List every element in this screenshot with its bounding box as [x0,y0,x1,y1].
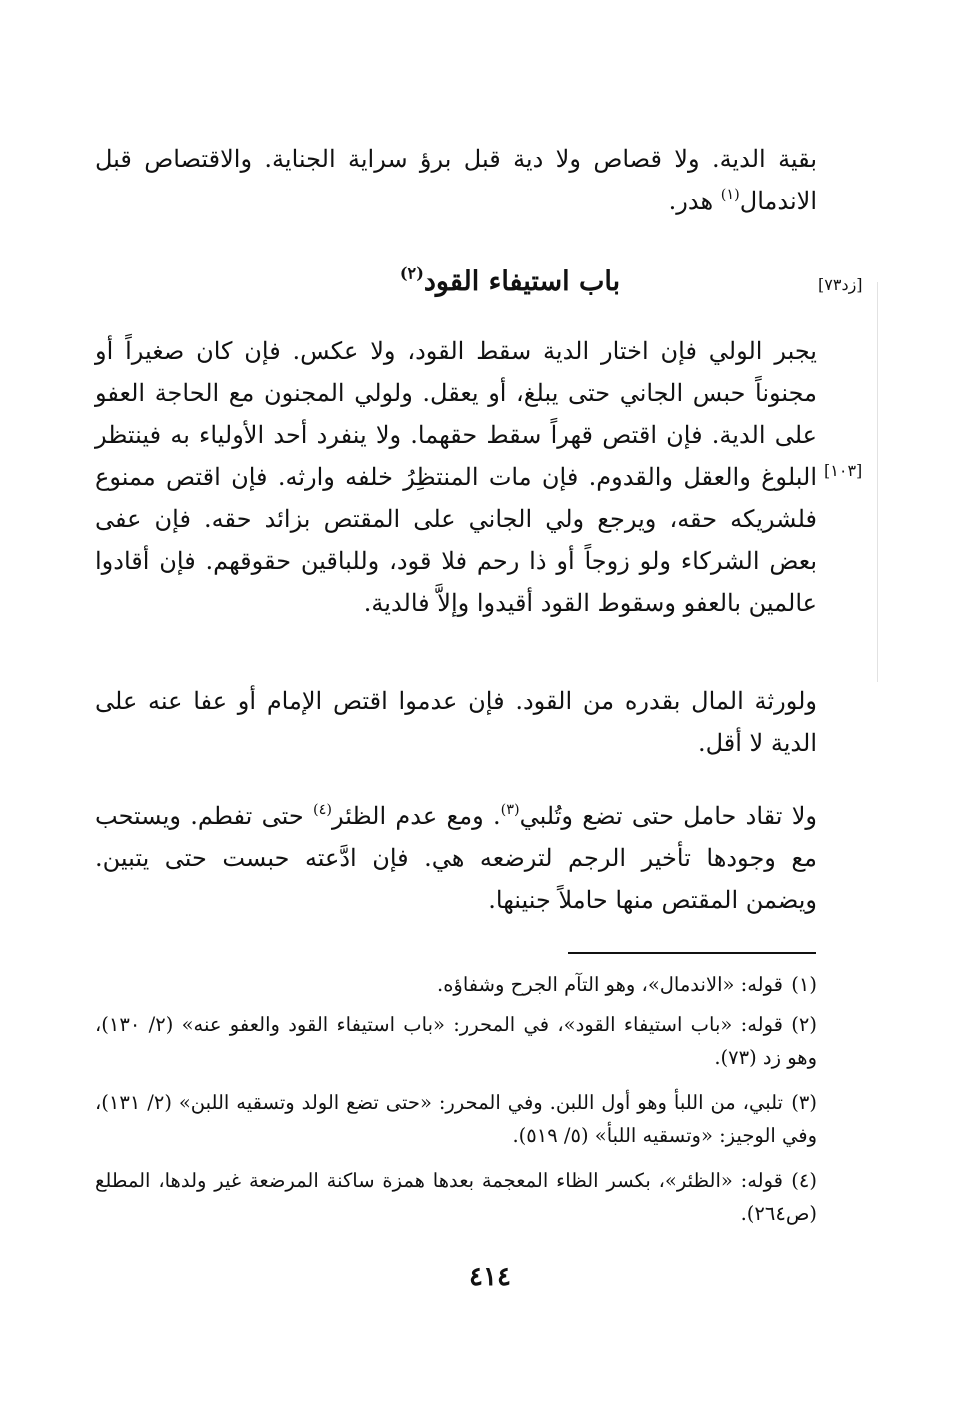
paragraph-3 [95,795,817,921]
heading-text: باب استيفاء القود [423,266,621,297]
footnote-text: قوله: «باب استيفاء القود»، في المحرر: «باب استيفاء القود والعفو عنه» (٢/ ١٣٠)، وهو زد (٧٣). [95,1013,817,1069]
footnote-text: قوله: «الاندمال»، وهو التآم الجرح وشفاؤه. [437,973,783,996]
page-number: ٤١٤ [469,1262,511,1292]
margin-page-reference: [١٠٣] [824,461,863,480]
paragraph-text: هدر. [668,187,721,215]
footnote-number: (٣) [791,1091,817,1114]
paragraph-2: ولورثة المال بقدره من القود. فإن عدموا اقتص الإمام أو عفا عنه على الدية لا أقل. [95,687,817,757]
footnote-1 [95,968,817,1001]
footnote-3 [95,1086,817,1152]
footnote-ref-2[interactable]: (٢) [399,263,424,283]
paragraph-text: حتى تفطم. ويستحب مع وجودها تأخير الرجم لترضعه هي. فإن ادَّعته حبست حتى يتبين. ويضمن المقتص منها حاملاً جنينها. [95,802,817,914]
footnote-number: (١) [791,973,817,996]
paragraph-1: يجبر الولي فإن اختار الدية سقط القود، ولا عكس. فإن كان صغيراً أو مجنوناً حبس الجاني حتى يبلغ، أو يعقل. ولولي المجنون مع الحاجة العفو على الدية. فإن اقتص قهراً سقط حقهما. ولا ينفرد أحد الأولياء به فينتظر البلوغ والعقل والقدوم. فإن مات المنتظِرُ خلفه وارثه. فإن اقتص ممنوع فلشريكه حقه، ويرجع ولي الجاني على المقتص بزائد حقه. فإن عفى بعض الشركاء ولو زوجاً أو ذا رحم فلا قود، وللباقين حقوقهم. فإن أقادوا عالمين بالعفو وسقوط القود أقيدوا وإلاَّ فالدية. [95,337,817,617]
footnote-4 [95,1164,817,1230]
footnote-separator [568,952,816,954]
footnote-number: (٢) [791,1013,817,1036]
paragraph-text: ولا تقاد حامل حتى تضع وتُلبي [519,802,818,830]
footnote-ref-3[interactable]: (٣) [500,801,520,818]
section-heading [330,262,690,302]
footnote-text: قوله: «الظئر»، بكسر الظاء المعجمة بعدها همزة ساكنة المرضعة غير ولدها، المطلع (ص٢٦٤). [95,1169,817,1225]
margin-reference-zd: [زد٧٣] [818,275,863,294]
footnote-text: تلبي، من اللبأ وهو أول اللبن. وفي المحرر: «حتى تضع الولد وتسقيه اللبن» (٢/ ١٣١)، وفي الوجيز: «وتسقيه اللبأ» (٥/ ٥١٩). [95,1091,817,1147]
footnote-number: (٤) [791,1169,817,1192]
footnote-ref-1[interactable]: (١) [720,186,740,203]
scan-edge-line [877,282,878,682]
footnote-ref-4[interactable]: (٤) [313,801,332,818]
paragraph-text: . ومع عدم الظئر [331,802,501,830]
footnote-2 [95,1008,817,1074]
paragraph-text: بقية الدية. ولا قصاص ولا دية قبل برؤ سراية الجناية. والاقتصاص قبل الاندمال [95,145,817,215]
paragraph-continuation [95,138,817,222]
